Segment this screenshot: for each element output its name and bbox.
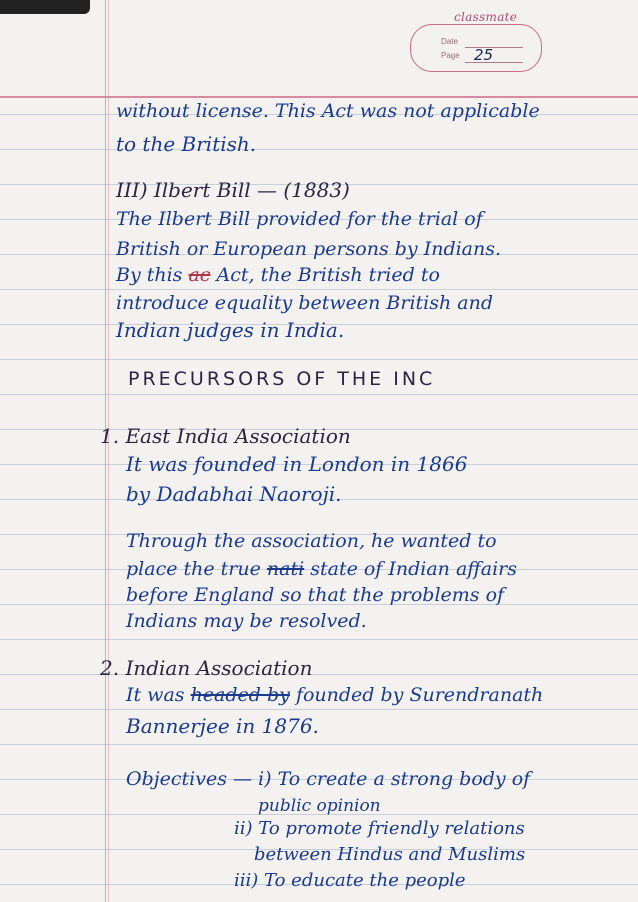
- note-line: Through the association, he wanted to: [126, 530, 497, 552]
- note-line: British or European persons by Indians.: [116, 238, 502, 260]
- header-rule: [0, 96, 638, 98]
- brand-logo: classmate: [454, 10, 518, 24]
- note-line: Indians may be resolved.: [126, 610, 367, 632]
- note-line: introduce equality between British and: [116, 292, 493, 314]
- note-text: Act, the British tried to: [216, 264, 440, 286]
- struck-text: headed by: [190, 684, 290, 706]
- note-line: to the British.: [116, 132, 257, 156]
- note-line: The Ilbert Bill provided for the trial of: [116, 208, 483, 230]
- note-text: It was: [126, 684, 185, 706]
- section-heading: 2. Indian Association: [100, 656, 313, 680]
- struck-text: ac: [188, 264, 211, 286]
- note-line: Objectives — i) To create a strong body of: [126, 768, 531, 790]
- struck-text: nati: [266, 558, 305, 580]
- note-line: iii) To educate the people: [234, 870, 466, 891]
- note-text: founded by Surendranath: [295, 684, 544, 706]
- note-line: by Dadabhai Naoroji.: [126, 482, 342, 506]
- page-corner-shadow: [0, 0, 90, 14]
- page-number: 25: [474, 46, 494, 64]
- page-label: Page: [441, 51, 460, 60]
- note-line: ii) To promote friendly relations: [234, 818, 525, 839]
- note-line: [116, 264, 440, 286]
- note-line: Bannerjee in 1876.: [126, 714, 319, 738]
- date-label: Date: [441, 37, 458, 46]
- note-line: It was founded in London in 1866: [126, 452, 468, 476]
- page-header-area: [0, 0, 638, 96]
- note-text: place the true: [126, 558, 261, 580]
- note-line: Indian judges in India.: [116, 318, 345, 342]
- note-line: [126, 684, 543, 706]
- note-line: without license. This Act was not applicable: [116, 100, 540, 122]
- note-line: before England so that the problems of: [126, 584, 505, 606]
- section-heading: III) Ilbert Bill — (1883): [116, 178, 350, 202]
- section-heading: 1. East India Association: [100, 424, 351, 448]
- note-line: public opinion: [258, 796, 381, 816]
- page-heading: PRECURSORS OF THE INC: [128, 368, 436, 390]
- note-text: state of Indian affairs: [310, 558, 517, 580]
- note-line: between Hindus and Muslims: [254, 844, 526, 865]
- margin-line: [105, 0, 106, 902]
- note-text: By this: [116, 264, 183, 286]
- margin-line-inner: [108, 0, 109, 902]
- note-line: [126, 558, 517, 580]
